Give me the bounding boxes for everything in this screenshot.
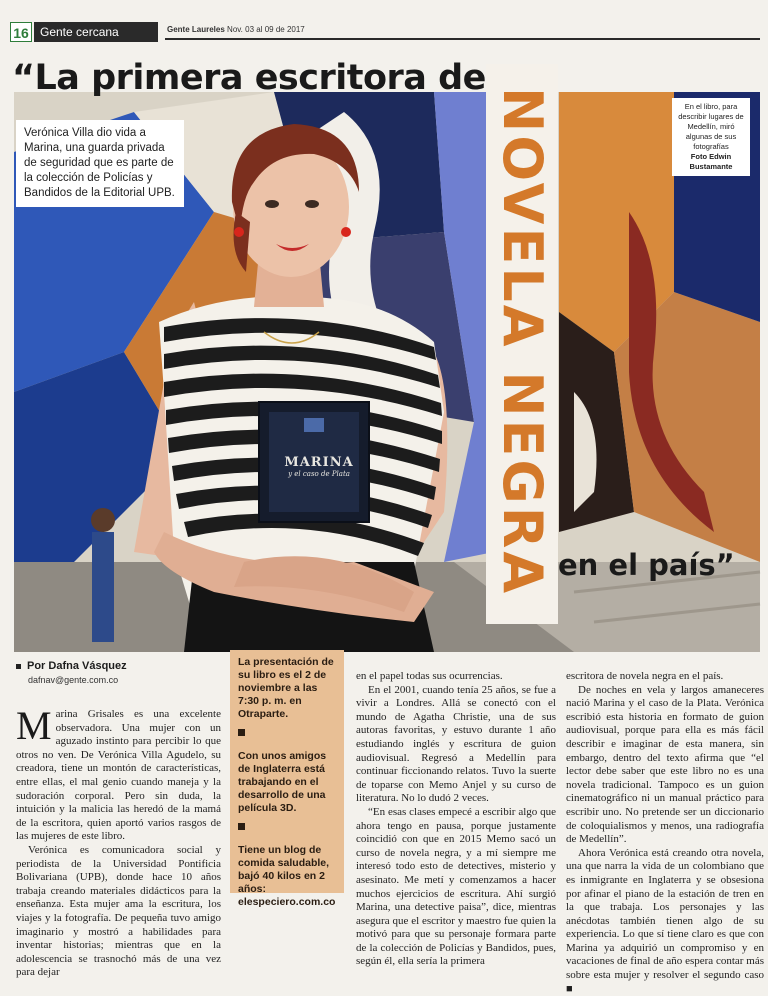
byline-email: dafnav@gente.com.co	[28, 675, 119, 685]
photo-credit: Foto Edwin Bustamante	[689, 152, 733, 171]
photo-caption-left: Verónica Villa dio vida a Marina, una guarda privada de seguridad que es parte de la colección de Policías y Bandidos de la Editorial UPB.	[16, 120, 184, 207]
article-paragraph: Ahora Verónica está creando otra novela, una que narra la vida de un colombiano que es inmigrante en Inglaterra y se obsesiona por afinar el piano de la estación de tren en la que trabaja. Los personajes y las anécdotas también tienen algo de su experiencia. Lo que sí tiene claro es que con Marina ya adquirió un compromiso y en vacaciones de final de año espera contar más sobre esta mujer y resolver el segundo caso ■	[566, 846, 764, 995]
byline-author: Por Dafna Vásquez	[27, 660, 127, 672]
article-paragraph: Verónica es comunicadora social y periodista de la Universidad Pontificia Bolivariana (UPB), donde hace 10 años trabaja creando materiales didácticos para la enseñanza. Esta mujer ama la escritura, los viajes y la fotografía. De pequeña tuvo amigo imaginario y mostró a habilidades para inventar historias; mientras que en la adolescencia se trasnochó más de una vez para dejar	[16, 843, 221, 979]
article-paragraph: “En esas clases empecé a escribir algo que ahora tengo en pausa, porque justamente coincidió con que en 2015 Memo sacó un curso de novela negra, y a mí siempre me interesó todo esto de detectives, misterio y asesinato. Me metí y comenzamos a hacer muchos ejercicios de escritura. Ahí surgió Marina, una detective paisa”, dice, mientras asegura que el escritor y maestro fue quien la motivó para que su personaje formara parte de la colección de Policías y Bandidos, pues, según él, ella sería la primera	[356, 805, 556, 968]
byline	[16, 660, 127, 672]
square-bullet-icon	[238, 729, 245, 736]
page-header	[10, 22, 760, 42]
square-bullet-icon	[238, 823, 245, 830]
article-paragraph: escritora de novela negra en el país.	[566, 670, 724, 682]
header-rule	[165, 38, 760, 40]
article-paragraph: En el 2001, cuando tenía 25 años, se fue a vivir a Londres. Allá se conectó con el mundo de Agatha Christie, una de sus autoras favoritas, y estuvo durante 1 año estudiando inglés y escritura de guion audiovisual. Regresó a Medellín para continuar ficcionando relatos. Tuvo la suerte de toparse con Memo Anjel y su curso de literatura. No lo dudó 2 veces.	[356, 683, 556, 805]
book-cover-title	[270, 455, 368, 478]
drop-cap: M	[16, 703, 52, 748]
photo-caption-right	[672, 98, 750, 176]
headline-end: en el país”	[558, 548, 735, 582]
sidebar-item-film: Con unos amigos de Inglaterra está trabajando en el desarrollo de una película 3D.	[238, 750, 327, 814]
article-paragraph: arina Grisales es una excelente observadora. Una mujer con un aguzado instinto para percibir lo que otros no ven. De Verónica Villa Agudelo, su creadora, tiene un montón de características, entre ellas, el mal genio cuando maneja y la sudoración corporal. Pero sin duda, la intuición y la malicia las heredó de la mamá de la escritora, quien aportó varios rasgos de las mujeres de este libro.	[16, 708, 221, 843]
headline-vertical	[487, 72, 557, 612]
section-label: Gente cercana	[34, 22, 158, 42]
headline-vertical-text: NOVELA NEGRA	[491, 87, 554, 597]
publication-name: Gente Laureles	[167, 25, 225, 34]
bullet-icon	[16, 664, 21, 669]
article-column-2	[356, 670, 556, 969]
book-title: MARINA	[284, 455, 354, 470]
sidebar-item-presentation: La presentación de su libro es el 2 de noviembre a las 7:30 p. m. en Otraparte.	[238, 656, 334, 720]
headline-main: “La primera escritora de	[12, 58, 486, 98]
issue-dates: Nov. 03 al 09 de 2017	[227, 25, 305, 34]
article-paragraph: De noches en vela y largos amaneceres nació Marina y el caso de la Plata. Verónica escribió esta historia en formato de guion audiovisual, porque para ella es más fácil describir e imaginar de esta manera, sin embargo, dentro del texto afirma que “el lector debe saber que este libro no es una novela tradicional. Tampoco es un guion cinematográfico ni un manual práctico para escribir uno. No pretende ser un diccionario de coloquialismos y menos, una radiografía de Medellín”.	[566, 683, 764, 846]
article-column-1	[16, 703, 221, 980]
page-number: 16	[10, 22, 32, 42]
article-column-3	[566, 670, 764, 996]
sidebar-facts	[230, 650, 344, 908]
book-subtitle: y el caso de Plata	[288, 470, 350, 478]
article-paragraph: en el papel todas sus ocurrencias.	[356, 670, 503, 682]
issue-info	[167, 25, 305, 34]
sidebar-item-blog: Tiene un blog de comida saludable, bajó 40 kilos en 2 años: elespeciero.com.co	[238, 844, 336, 908]
caption-right-text: En el libro, para describir lugares de Medellín, miró algunas de sus fotografías	[678, 102, 744, 151]
